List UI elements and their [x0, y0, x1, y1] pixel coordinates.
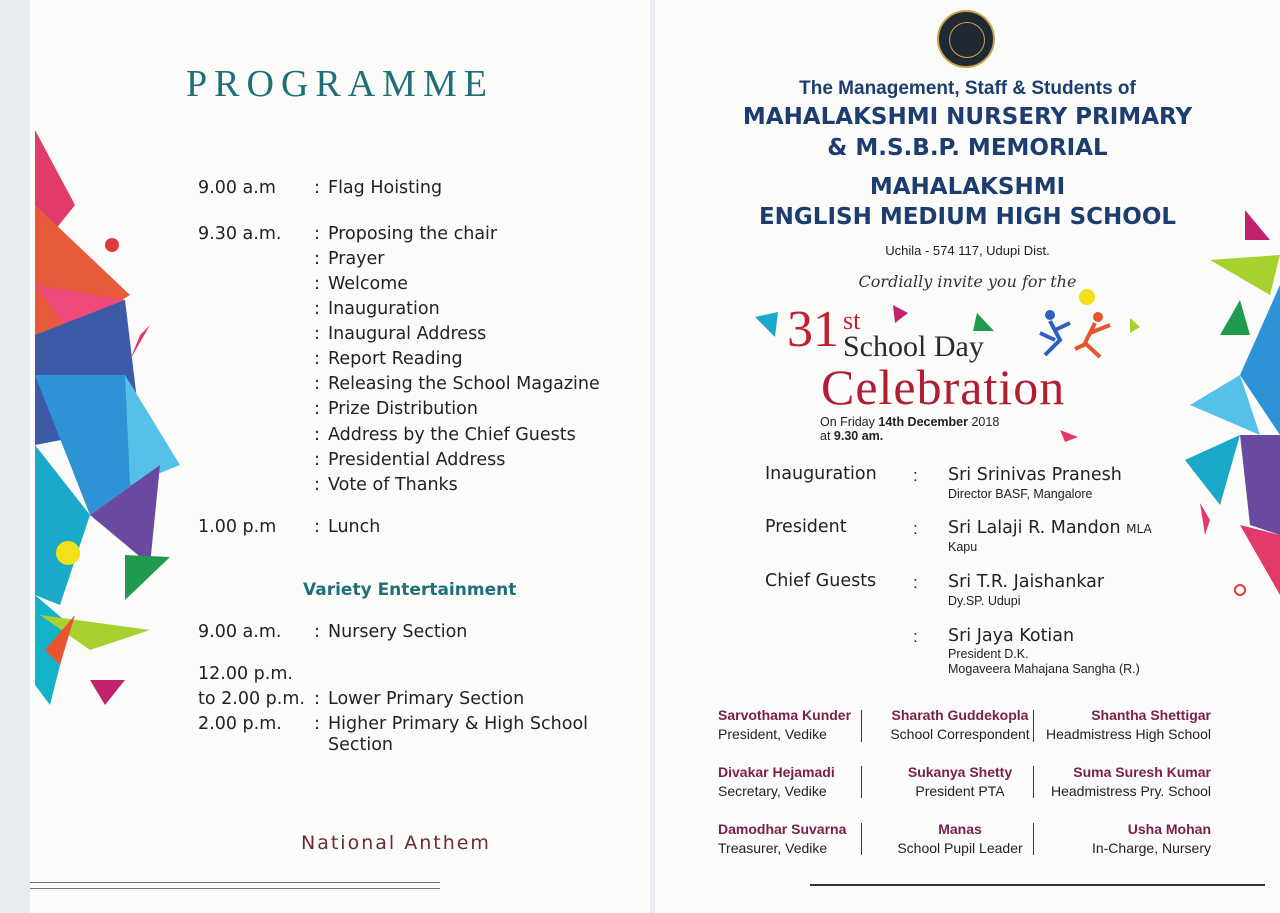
colon: : [913, 466, 918, 485]
schedule-item: : Report Reading [314, 349, 463, 369]
schedule-item-label: Inaugural Address [328, 324, 487, 344]
signatory [885, 820, 1035, 858]
variety-item: : Lower Primary Section [314, 689, 525, 709]
signatory-name: Sukanya Shetty [907, 764, 1013, 780]
signatory [885, 706, 1035, 744]
separator [1033, 823, 1034, 855]
separator [861, 710, 862, 742]
guest-name: Sri Jaya Kotian [948, 626, 1075, 646]
guest-name: Sri T.R. Jaishankar [948, 572, 1105, 592]
schedule-item: : Lunch [314, 517, 381, 537]
schedule-item: : Address by the Chief Guests [314, 425, 576, 445]
event-date [820, 415, 999, 443]
schedule-item-label: Proposing the chair [328, 224, 498, 244]
signatory-title: School Pupil Leader [897, 840, 1023, 856]
separator [1033, 766, 1034, 798]
header-line: The Management, Staff & Students of [799, 78, 1136, 99]
signatory-title: Headmistress High School [1046, 726, 1211, 742]
separator [1033, 710, 1034, 742]
guest-role: Chief Guests [765, 571, 877, 591]
schedule-item: : Flag Hoisting [314, 178, 443, 198]
variety-item-label: Nursery Section [328, 622, 468, 642]
schedule-item: : Inauguration [314, 299, 440, 319]
guest-designation: Dy.SP. Udupi [948, 594, 1021, 608]
schedule-item-label: Presidential Address [328, 450, 506, 470]
schedule-item: : Vote of Thanks [314, 475, 458, 495]
guest-designation: Director BASF, Mangalore [948, 487, 1093, 501]
signatory-name: Sarvothama Kunder [718, 707, 852, 723]
schedule-item: : Presidential Address [314, 450, 506, 470]
geometric-decoration-left [30, 125, 180, 725]
schedule-time: 9.30 a.m. [198, 224, 282, 244]
time-value: 9.30 am. [833, 429, 884, 443]
signatory-title: Secretary, Vedike [718, 783, 827, 799]
schedule-item-label: Prayer [328, 249, 385, 269]
school-logo [937, 10, 995, 68]
schedule-item-label: Welcome [328, 274, 409, 294]
schedule-item-label: Releasing the School Magazine [328, 374, 600, 394]
signatory-title: In-Charge, Nursery [1091, 840, 1211, 856]
signatory [718, 763, 835, 801]
dancers-icon [1040, 310, 1110, 357]
signatory [1040, 763, 1211, 801]
colon: : [913, 573, 918, 592]
school-name: ENGLISH MEDIUM HIGH SCHOOL [758, 204, 1177, 230]
schedule-item-label: Prize Distribution [328, 399, 478, 419]
schedule-item-label: Inauguration [328, 299, 440, 319]
programme-panel [30, 0, 650, 913]
signatory-title: President, Vedike [718, 726, 827, 742]
signatory-name: Shantha Shettigar [1091, 707, 1211, 723]
signatory [718, 706, 851, 744]
signatory [885, 763, 1035, 801]
schedule-item-label: Lunch [328, 517, 381, 537]
invitation-panel [655, 0, 1280, 913]
time-prefix: at [820, 429, 831, 443]
schedule-time: 1.00 p.m [198, 517, 277, 537]
schedule-item: : Welcome [314, 274, 409, 294]
school-name: & M.S.B.P. MEMORIAL [827, 135, 1108, 161]
signatory-name: Suma Suresh Kumar [1073, 764, 1211, 780]
school-name: MAHALAKSHMI [869, 174, 1066, 200]
signatory-title: Treasurer, Vedike [718, 840, 828, 856]
geometric-decoration-right [1180, 205, 1280, 625]
signatory-title: President PTA [915, 783, 1005, 799]
schedule-item-label: Report Reading [328, 349, 463, 369]
guest-role: President [765, 517, 847, 537]
separator [861, 766, 862, 798]
guest-designation: Mogaveera Mahajana Sangha (R.) [948, 662, 1140, 676]
guest-role: Inauguration [765, 464, 877, 484]
anniversary-number: 31 [787, 301, 839, 358]
divider [30, 882, 440, 883]
programme-title: PROGRAMME [186, 63, 494, 105]
schedule-item: : Inaugural Address [314, 324, 487, 344]
anniversary-ordinal: st [843, 306, 861, 335]
separator [861, 823, 862, 855]
signatory-name: Sharath Guddekopla [891, 707, 1029, 723]
date-year: 2018 [971, 415, 1000, 429]
signatory-name: Usha Mohan [1127, 821, 1211, 837]
colon: : [913, 627, 918, 646]
guest-designation: President D.K. [948, 647, 1029, 661]
invitation-line: Cordially invite you for the [858, 272, 1077, 291]
event-title: School Day [843, 330, 984, 363]
variety-item: : Higher Primary & High School [314, 714, 589, 734]
variety-item-label: Section [328, 735, 394, 755]
event-title-celebration: Celebration [821, 359, 1066, 415]
variety-item: : Nursery Section [314, 622, 468, 642]
school-name: MAHALAKSHMI NURSERY PRIMARY [742, 104, 1193, 130]
schedule-item-label: Address by the Chief Guests [328, 425, 576, 445]
guest-name-text: Sri Lalaji R. Mandon [948, 518, 1121, 538]
guest-name: Sri Srinivas Pranesh [948, 465, 1122, 485]
signatory-title: School Correspondent [890, 726, 1030, 742]
variety-time: to 2.00 p.m. [198, 689, 305, 709]
guest-designation: Kapu [948, 540, 978, 554]
guest-name-suffix: MLA [1126, 522, 1152, 536]
schedule-item: : Proposing the chair [314, 224, 498, 244]
guest-name [948, 518, 1152, 538]
signatory [718, 820, 846, 858]
colon: : [913, 519, 918, 538]
variety-time: 12.00 p.m. [198, 664, 293, 684]
national-anthem: National Anthem [301, 832, 491, 854]
signatory-title: Headmistress Pry. School [1050, 783, 1211, 799]
signatory [1040, 820, 1211, 858]
schedule-item: : Prize Distribution [314, 399, 478, 419]
variety-entertainment-heading: Variety Entertainment [303, 580, 517, 600]
signatory-name: Damodhar Suvarna [718, 821, 847, 837]
variety-item [314, 735, 393, 755]
schedule-item-label: Vote of Thanks [328, 475, 458, 495]
variety-time: 9.00 a.m. [198, 622, 282, 642]
signatory-name: Divakar Hejamadi [718, 764, 835, 780]
schedule-item-label: Flag Hoisting [328, 178, 443, 198]
schedule-item: : Releasing the School Magazine [314, 374, 600, 394]
divider [810, 884, 1265, 886]
date-prefix: On Friday [820, 415, 875, 429]
signatory [1040, 706, 1211, 744]
date-value: 14th December [878, 415, 968, 429]
divider [30, 888, 440, 889]
school-address: Uchila - 574 117, Udupi Dist. [885, 243, 1050, 258]
signatory-name: Manas [938, 821, 982, 837]
schedule-item: : Prayer [314, 249, 385, 269]
variety-item-label: Lower Primary Section [328, 689, 525, 709]
variety-time: 2.00 p.m. [198, 714, 282, 734]
schedule-time: 9.00 a.m [198, 178, 276, 198]
variety-item-label: Higher Primary & High School [328, 714, 589, 734]
